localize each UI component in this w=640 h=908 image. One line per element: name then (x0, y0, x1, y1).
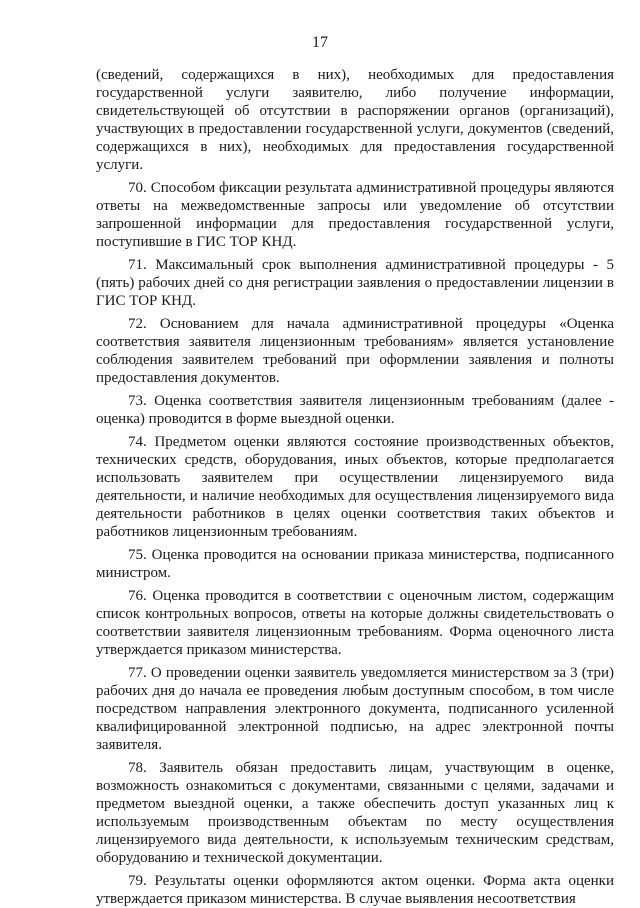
paragraph-70: 70. Способом фиксации результата административной процедуры являются ответы на межведомственные запросы или уведомление об отсутствии запрошенной информации для предоставления государственной услуги, поступившие в ГИС ТОР КНД. (96, 180, 614, 250)
paragraph-76: 76. Оценка проводится в соответствии с оценочным листом, содержащим список контрольных вопросов, ответы на которые должны свидетельствовать о соответствии заявителя лицензионным требованиям. Форма оценочного листа утверждается приказом министерства. (96, 588, 614, 658)
paragraph-75: 75. Оценка проводится на основании приказа министерства, подписанного министром. (96, 547, 614, 581)
page-number: 17 (312, 34, 328, 51)
paragraph-73: 73. Оценка соответствия заявителя лицензионным требованиям (далее - оценка) проводится в форме выездной оценки. (96, 393, 614, 427)
paragraph-74: 74. Предметом оценки являются состояние производственных объектов, технических средств, оборудования, иных объектов, которые предполагается использовать заявителем при осуществлении лицензируемого вида деятельности, и наличие необходимых для осуществления лицензируемого вида деятельности работников в целях оценки соответствия таких объектов и работников лицензионным требованиям. (96, 434, 614, 540)
paragraph-72: 72. Основанием для начала административной процедуры «Оценка соответствия заявителя лицензионным требованиям» является установление соблюдения заявителем требований при оформлении заявления и полноты предоставления документов. (96, 316, 614, 386)
document-body (96, 66, 614, 908)
paragraph-continuation: (сведений, содержащихся в них), необходимых для предоставления государственной услуги заявителю, либо получение информации, свидетельствующей об отсутствии в распоряжении органов (организаций), участвующих в предоставлении государственной услуги, документов (сведений, содержащихся в них), необходимых для предоставления государственной услуги. (96, 67, 614, 173)
paragraph-78: 78. Заявитель обязан предоставить лицам, участвующим в оценке, возможность ознакомиться с документами, связанными с целями, задачами и предметом выездной оценки, а также обеспечить доступ указанных лиц к используемым производственным объектам по месту осуществления лицензируемого вида деятельности, к используемым техническим средствам, оборудованию и технической документации. (96, 760, 614, 866)
paragraph-71: 71. Максимальный срок выполнения административной процедуры - 5 (пять) рабочих дней со дня регистрации заявления о предоставлении лицензии в ГИС ТОР КНД. (96, 257, 614, 309)
paragraph-77: 77. О проведении оценки заявитель уведомляется министерством за 3 (три) рабочих дня до начала ее проведения любым доступным способом, в том числе посредством направления электронного документа, подписанного усиленной квалифицированной электронной подписью, на адрес электронной почты заявителя. (96, 665, 614, 753)
paragraph-79: 79. Результаты оценки оформляются актом оценки. Форма акта оценки утверждается приказом министерства. В случае выявления несоответствия (96, 873, 614, 907)
